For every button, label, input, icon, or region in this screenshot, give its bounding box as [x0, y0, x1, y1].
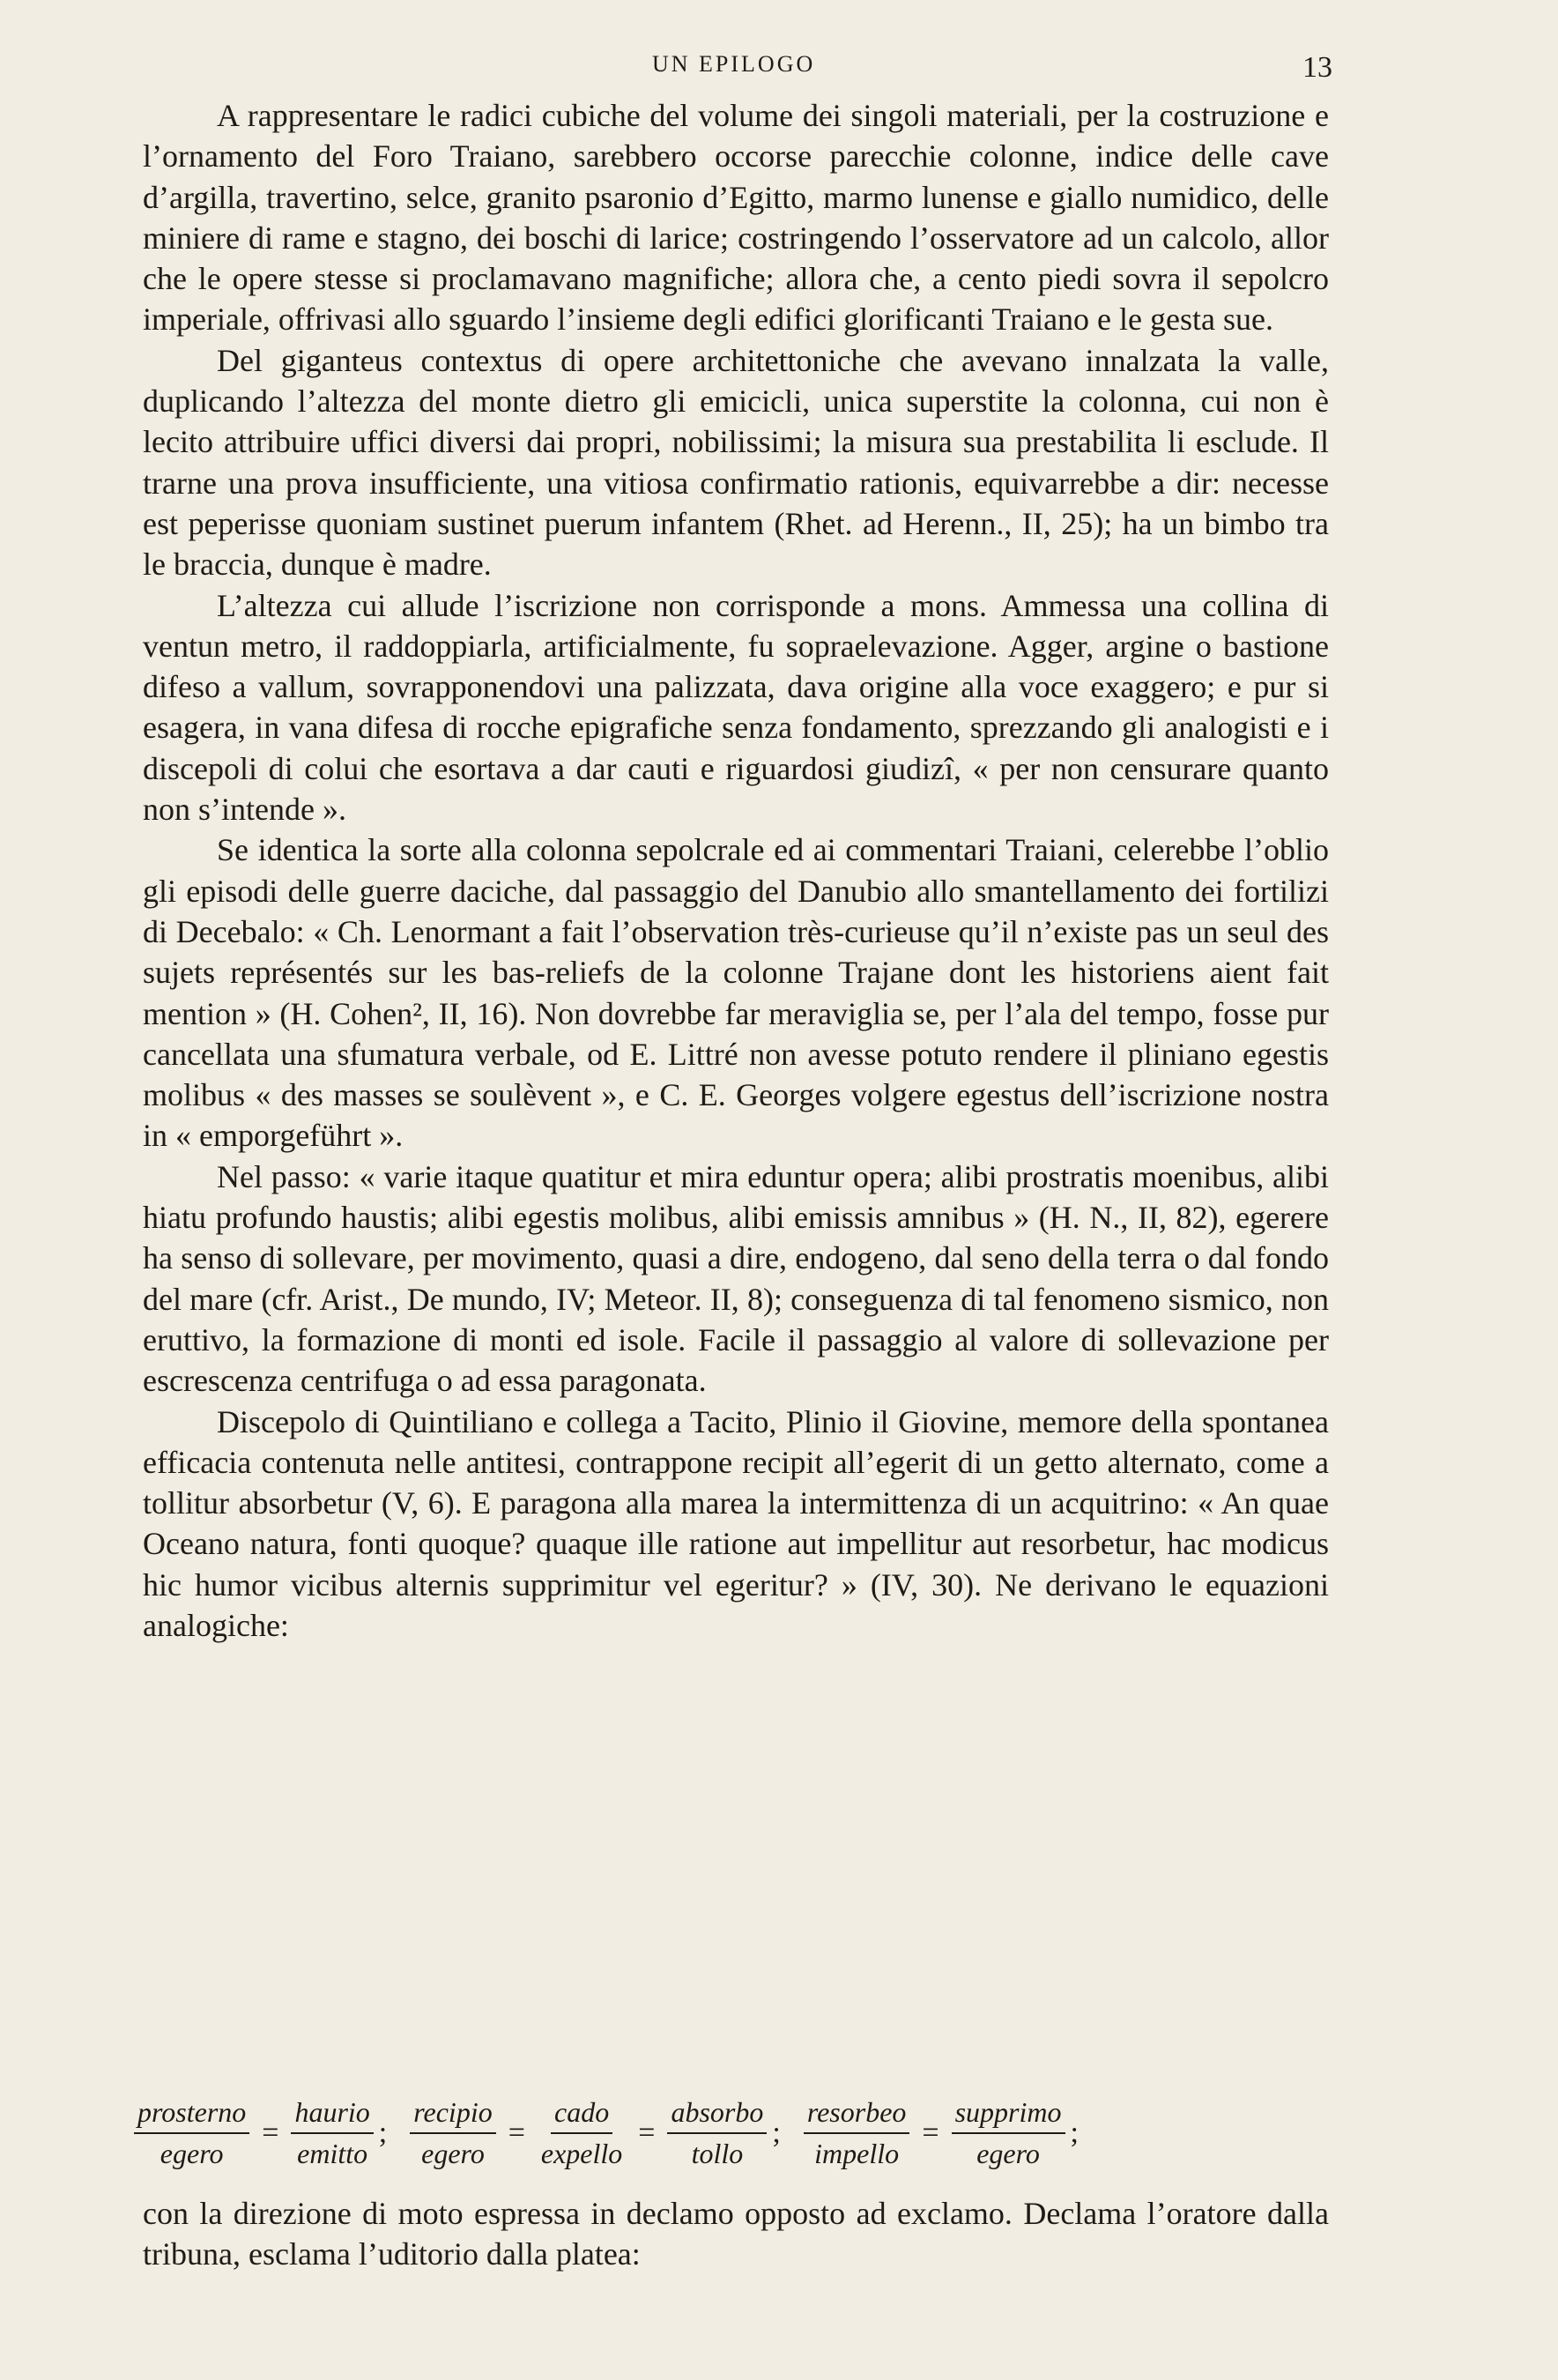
fraction-1	[134, 2096, 249, 2170]
numerator: absorbo	[667, 2096, 767, 2134]
equals-sign: =	[922, 2116, 939, 2149]
fraction-2	[291, 2096, 373, 2170]
denominator: egero	[421, 2138, 485, 2169]
fraction-5	[667, 2096, 767, 2170]
denominator: expello	[540, 2138, 623, 2169]
paragraph-6: Discepolo di Quintiliano e collega a Tacito, Plinio il Giovine, memore della spontanea efficacia contenuta nelle antitesi, contrappone recipit all’egerit di un getto alternato, come a tollitur absorbetur (V, 6). E paragona alla marea la intermittenza di un acquitrino: « An quae Oceano natura, fonti quoque? quaque ille ratione aut impellitur aut resorbetur, hac modicus hic humor vicibus alternis supprimitur vel egeritur? » (IV, 30). Ne derivano le equazioni analogiche:	[143, 1403, 1329, 1643]
closing-paragraph: con la direzione di moto espressa in declamo opposto ad exclamo. Declama l’oratore dalla tribuna, esclama l’uditorio dalla platea:	[143, 2196, 1329, 2272]
separator: ;	[772, 2116, 781, 2149]
fraction-4	[538, 2096, 626, 2170]
page-number: 13	[1302, 51, 1332, 84]
numerator: cado	[551, 2096, 612, 2134]
running-header	[0, 51, 1558, 90]
denominator: egero	[976, 2138, 1040, 2169]
body-text	[143, 95, 1329, 1646]
numerator: recipio	[410, 2096, 495, 2134]
fraction-6	[804, 2096, 910, 2170]
denominator: impello	[814, 2138, 900, 2169]
paragraph-2: Del gigantеus contextus di opere architettoniche che avevano innalzata la valle, duplicando l’altezza del monte dietro gli emicicli, unica superstite la colonna, cui non è lecito attribuire uffici diversi dai propri, nobilissimi; la misura sua prestabilita li esclude. Il trarne una prova insufficiente, una vitiosa confirmatio rationis, equivarrebbe a dir: necesse est peperisse quoniam sustinet puerum infantem (Rhet. ad Herenn., II, 25); ha un bimbo tra le braccia, dunque è madre.	[143, 342, 1329, 583]
paragraph-5: Nel passo: « varie itaque quatitur et mira eduntur opera; alibi prostratis moenibus, alibi hiatu profundo haustis; alibi egestis molibus, alibi emissis amnibus » (H. N., II, 82), egerere ha senso di sollevare, per movimento, quasi a dire, endogeno, dal seno della terra o dal fondo del mare (cfr. Arist., De mundo, IV; Meteor. II, 8); conseguenza di tal fenomeno sismico, non eruttivo, la formazione di monti ed isole. Facile il passaggio al valore di sollevazione per escrescenza centrifuga o ad essa paragonata.	[143, 1158, 1329, 1399]
denominator: tollo	[691, 2138, 744, 2169]
analogical-equations	[134, 2098, 1341, 2168]
denominator: emitto	[297, 2138, 368, 2169]
denominator: egero	[160, 2138, 224, 2169]
paragraph-3: L’altezza cui allude l’iscrizione non corrisponde a mons. Ammessa una collina di ventun metro, il raddoppiarla, artificialmente, fu sopraelevazione. Agger, argine o bastione difeso a vallum, sovrapponendovi una palizzata, dava origine alla voce exaggero; e pur si esagera, in vana difesa di rocche epigrafiche senza fondamento, sprezzando gli analogisti e i discepoli di colui che esortava a dar cauti e riguardosi giudizî, « per non censurare quanto non s’intende ».	[143, 587, 1329, 828]
equals-sign: =	[638, 2116, 656, 2149]
numerator: supprimo	[952, 2096, 1065, 2134]
numerator: haurio	[291, 2096, 373, 2134]
running-title: UN EPILOGO	[652, 51, 816, 77]
paragraph-4: Se identica la sorte alla colonna sepolcrale ed ai commentari Traiani, celerebbe l’oblio gli episodi delle guerre daciche, dal passaggio del Danubio allo smantellamento dei fortilizi di Decebalo: « Ch. Lenormant a fait l’observation très-curieuse qu’il n’existe pas un seul des sujets représentés sur les bas-reliefs de la colonne Trajane dont les historiens aient fait mention » (H. Cohen², II, 16). Non dovrebbe far meraviglia se, per l’ala del tempo, fosse pur cancellata una sfumatura verbale, od E. Littré non avesse potuto rendere il pliniano egestis molibus « des masses se soulèvent », e C. E. Georges volgere egestus dell’iscrizione nostra in « emporgeführt ».	[143, 832, 1329, 1154]
separator: ;	[378, 2116, 388, 2149]
closing-text	[143, 2193, 1329, 2274]
paragraph-1: A rappresentare le radici cubiche del volume dei singoli materiali, per la costruzione e l’ornamento del Foro Traiano, sarebbero occorse parecchie colonne, indice delle cave d’argilla, travertino, selce, granito psaronio d’Egitto, marmo lunense e giallo numidico, delle miniere di rame e stagno, dei boschi di larice; costringendo l’osservatore ad un calcolo, allor che le opere stesse si proclamavano magnifiche; allora che, a cento piedi sovra il sepolcro imperiale, offrivasi allo sguardo l’insieme degli edifici glorificanti Traiano e le gesta sue.	[143, 98, 1329, 338]
numerator: resorbeo	[804, 2096, 910, 2134]
equals-sign: =	[262, 2116, 279, 2149]
separator: ;	[1070, 2116, 1079, 2149]
numerator: prosterno	[134, 2096, 249, 2134]
fraction-3	[410, 2096, 495, 2170]
equals-sign: =	[508, 2116, 525, 2149]
fraction-7	[952, 2096, 1065, 2170]
